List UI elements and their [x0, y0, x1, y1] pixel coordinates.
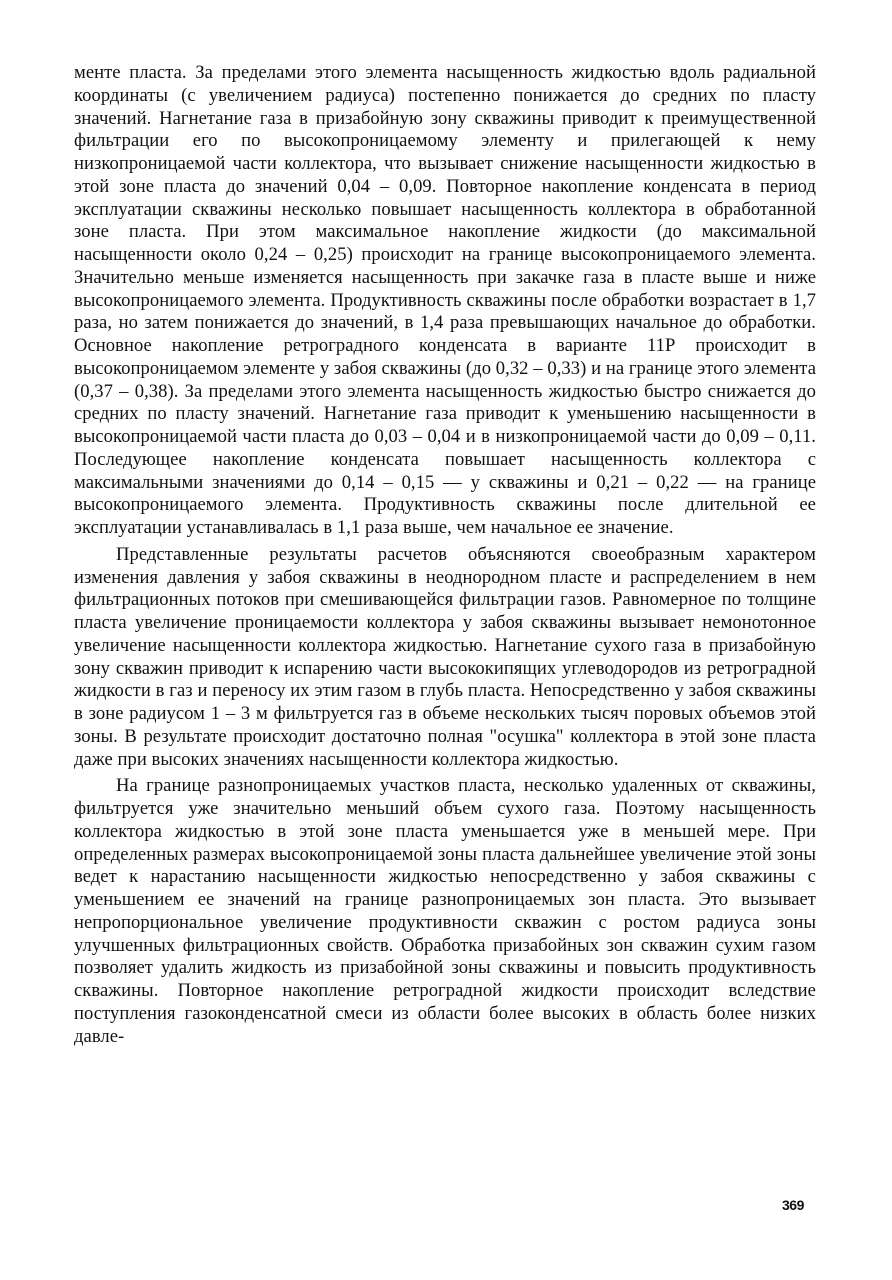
paragraph-1: менте пласта. За пределами этого элемента насыщенность жидкостью вдоль радиальной координаты (с увеличением радиуса) постепенно понижается до средних по пласту значений. Нагнетание газа в призабойную зону скважины приводит к преимущественной фильтрации его по высокопроницаемому элементу и прилегающей к нему низкопроницаемой части коллектора, что вызывает снижение насыщенности жидкостью в этой зоне пласта до значений 0,04 – 0,09. Повторное накопление конденсата в период эксплуатации скважины несколько повышает насыщенность коллектора в обработанной зоне пласта. При этом максимальное накопление жидкости (до максимальной насыщенности около 0,24 – 0,25) происходит на границе высокопроницаемого элемента. Значительно меньше изменяется насыщенность при закачке газа в пласте выше и ниже высокопроницаемого элемента. Продуктивность скважины после обработки возрастает в 1,7 раза, но затем понижается до значений, в 1,4 раза превышающих начальное до обработки. Основное накопление ретроградного конденсата в варианте 11Р происходит в высокопроницаемом элементе у забоя скважины (до 0,32 – 0,33) и на границе этого элемента (0,37 – 0,38). За пределами этого элемента насыщенность жидкостью быстро снижается до средних по пласту значений. Нагнетание газа приводит к уменьшению насыщенности в высокопроницаемой части пласта до 0,03 – 0,04 и в низкопроницаемой части до 0,09 – 0,11. Последующее накопление конденсата повышает насыщенность коллектора с максимальными значениями до 0,14 – 0,15 — у скважины и 0,21 – 0,22 — на границе высокопроницаемого элемента. Продуктивность скважины после длительной ее эксплуатации устанавливалась в 1,1 раза выше, чем начальное ее значение. — [74, 62, 816, 538]
page-number: 369 — [782, 1197, 804, 1213]
document-page — [74, 62, 816, 1048]
paragraph-2: Представленные результаты расчетов объясняются своеобразным характером изменения давления у забоя скважины в неоднородном пласте и распределением в нем фильтрационных потоков при смешивающейся фильтрации газов. Равномерное по толщине пласта увеличение проницаемости коллектора у забоя скважины вызывает немонотонное увеличение насыщенности коллектора жидкостью. Нагнетание сухого газа в призабойную зону скважин приводит к испарению части высококипящих углеводородов из ретроградной жидкости в газ и переносу их этим газом в глубь пласта. Непосредственно у забоя скважины в зоне радиусом 1 – 3 м фильтруется газ в объеме нескольких тысяч поровых объемов этой зоны. В результате происходит достаточно полная "осушка" коллектора в этой зоне пласта даже при высоких значениях насыщенности коллектора жидкостью. — [74, 543, 816, 770]
paragraph-3: На границе разнопроницаемых участков пласта, несколько удаленных от скважины, фильтруется уже значительно меньший объем сухого газа. Поэтому насыщенность коллектора жидкостью в этой зоне пласта уменьшается уже в меньшей мере. При определенных размерах высокопроницаемой зоны пласта дальнейшее увеличение этой зоны ведет к нарастанию насыщенности жидкостью непосредственно у забоя скважины с уменьшением ее значений на границе разнопроницаемых зон пласта. Это вызывает непропорциональное увеличение продуктивности скважин с ростом радиуса зоны улучшенных фильтрационных свойств. Обработка призабойных зон скважин сухим газом позволяет удалить жидкость из призабойной зоны скважины и повысить продуктивность скважины. Повторное накопление ретроградной жидкости происходит вследствие поступления газоконденсатной смеси из области более высоких в область более низких давле- — [74, 775, 816, 1047]
